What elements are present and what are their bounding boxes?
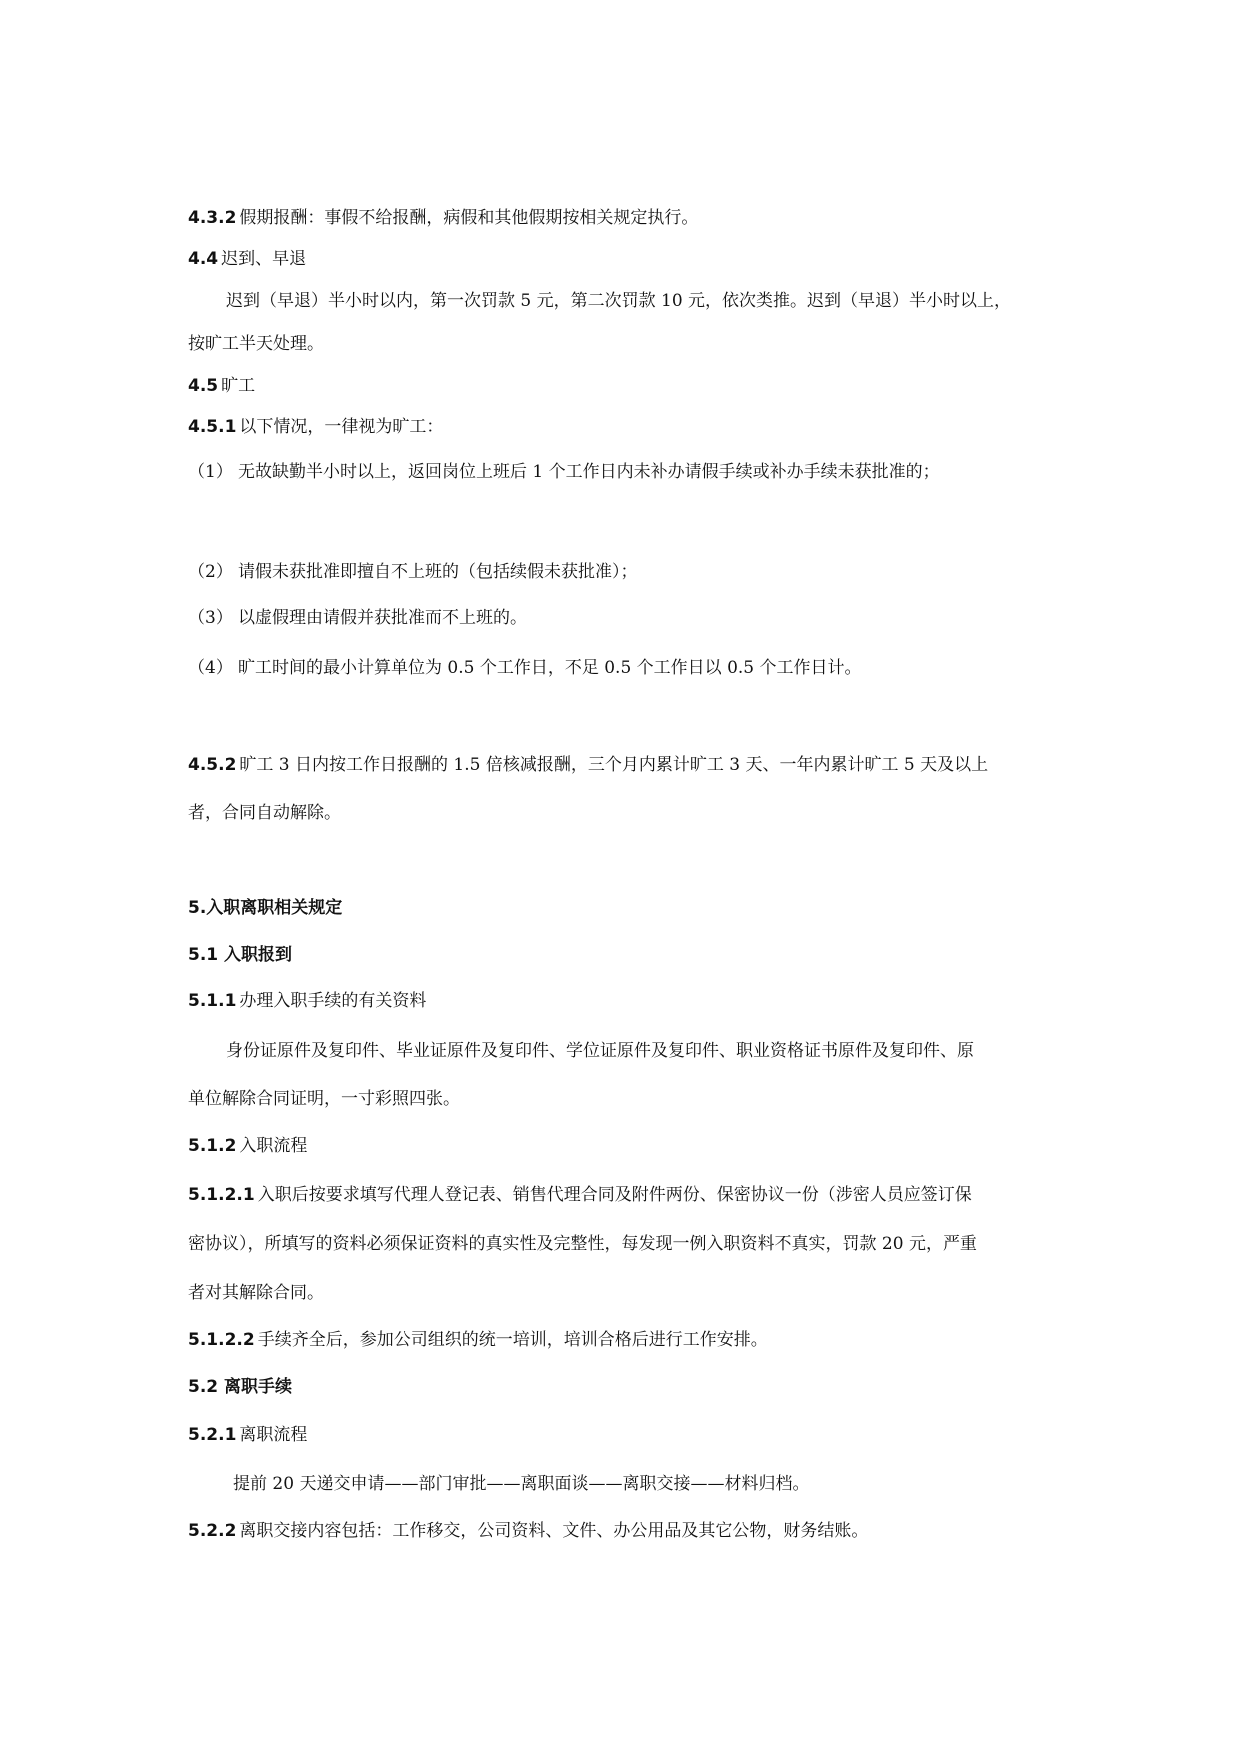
clause-text: 入职后按要求填写代理人登记表、销售代理合同及附件两份、保密协议一份（涉密人员应签订保 xyxy=(257,1185,972,1205)
section-heading-5-1: 5.1 入职报到 xyxy=(188,945,293,965)
clause-text: 办理入职手续的有关资料 xyxy=(239,991,427,1011)
paragraph-line: 提前 20 天递交申请——部门审批——离职面谈——离职交接——材料归档。 xyxy=(233,1474,810,1494)
paragraph-line: 迟到（早退）半小时以内，第一次罚款 5 元，第二次罚款 10 元，依次类推。迟到（早退）半小时以上， xyxy=(226,291,1012,311)
list-item-1 xyxy=(188,461,1058,483)
paragraph-line: 按旷工半天处理。 xyxy=(188,334,324,354)
clause-number: 4.5.2 xyxy=(188,755,237,775)
clause-5-2-1 xyxy=(188,1424,1058,1446)
clause-5-1-2 xyxy=(188,1135,1058,1157)
clause-text: 手续齐全后，参加公司组织的统一培训，培训合格后进行工作安排。 xyxy=(257,1330,768,1350)
clause-number: 4.4 xyxy=(188,249,219,269)
paragraph-line: 密协议），所填写的资料必须保证资料的真实性及完整性，每发现一例入职资料不真实，罚款 20 元，严重 xyxy=(188,1234,977,1254)
clause-text: 迟到、早退 xyxy=(221,249,307,269)
list-text: 无故缺勤半小时以上，返回岗位上班后 1 个工作日内未补办请假手续或补办手续未获批准的； xyxy=(238,462,940,482)
section-heading-5: 5.入职离职相关规定 xyxy=(188,898,343,918)
paragraph-line: 者，合同自动解除。 xyxy=(188,803,341,823)
clause-4-5-1 xyxy=(188,416,1058,438)
section-heading-5-2: 5.2 离职手续 xyxy=(188,1377,293,1397)
clause-4-5 xyxy=(188,375,1058,397)
clause-5-1-1 xyxy=(188,990,1058,1012)
paragraph-line: 身份证原件及复印件、毕业证原件及复印件、学位证原件及复印件、职业资格证书原件及复印件、原 xyxy=(226,1041,974,1061)
list-marker: （4） xyxy=(188,658,233,678)
clause-number: 5.1.2 xyxy=(188,1136,237,1156)
clause-number: 4.5.1 xyxy=(188,417,237,437)
clause-text: 假期报酬：事假不给报酬，病假和其他假期按相关规定执行。 xyxy=(239,208,699,228)
clause-4-5-2 xyxy=(188,754,1058,776)
clause-number: 5.1.2.2 xyxy=(188,1330,255,1350)
clause-text: 离职流程 xyxy=(239,1425,308,1445)
list-text: 以虚假理由请假并获批准而不上班的。 xyxy=(238,608,527,628)
clause-number: 4.3.2 xyxy=(188,208,237,228)
clause-text: 以下情况，一律视为旷工： xyxy=(239,417,444,437)
clause-5-1-2-2 xyxy=(188,1329,1058,1351)
list-marker: （1） xyxy=(188,462,233,482)
list-text: 请假未获批准即擅自不上班的（包括续假未获批准）； xyxy=(238,562,638,582)
list-marker: （3） xyxy=(188,608,233,628)
list-item-2 xyxy=(188,561,1058,583)
clause-number: 5.2.2 xyxy=(188,1521,237,1541)
list-item-4 xyxy=(188,657,1058,679)
clause-number: 5.1.2.1 xyxy=(188,1185,255,1205)
clause-5-2-2 xyxy=(188,1520,1058,1542)
clause-text: 旷工 xyxy=(221,376,256,396)
clause-number: 5.2.1 xyxy=(188,1425,237,1445)
paragraph-line: 者对其解除合同。 xyxy=(188,1283,324,1303)
list-marker: （2） xyxy=(188,562,233,582)
clause-4-4 xyxy=(188,248,1058,270)
list-item-3 xyxy=(188,607,1058,629)
clause-4-3-2 xyxy=(188,207,1058,229)
clause-text: 离职交接内容包括：工作移交，公司资料、文件、办公用品及其它公物，财务结账。 xyxy=(239,1521,869,1541)
clause-text: 入职流程 xyxy=(239,1136,308,1156)
clause-number: 4.5 xyxy=(188,376,219,396)
clause-5-1-2-1 xyxy=(188,1184,1058,1206)
paragraph-line: 单位解除合同证明，一寸彩照四张。 xyxy=(188,1089,460,1109)
clause-text: 旷工 3 日内按工作日报酬的 1.5 倍核减报酬，三个月内累计旷工 3 天、一年内累计旷工 5 天及以上 xyxy=(239,755,989,775)
clause-number: 5.1.1 xyxy=(188,991,237,1011)
list-text: 旷工时间的最小计算单位为 0.5 个工作日，不足 0.5 个工作日以 0.5 个工作日计。 xyxy=(238,658,862,678)
